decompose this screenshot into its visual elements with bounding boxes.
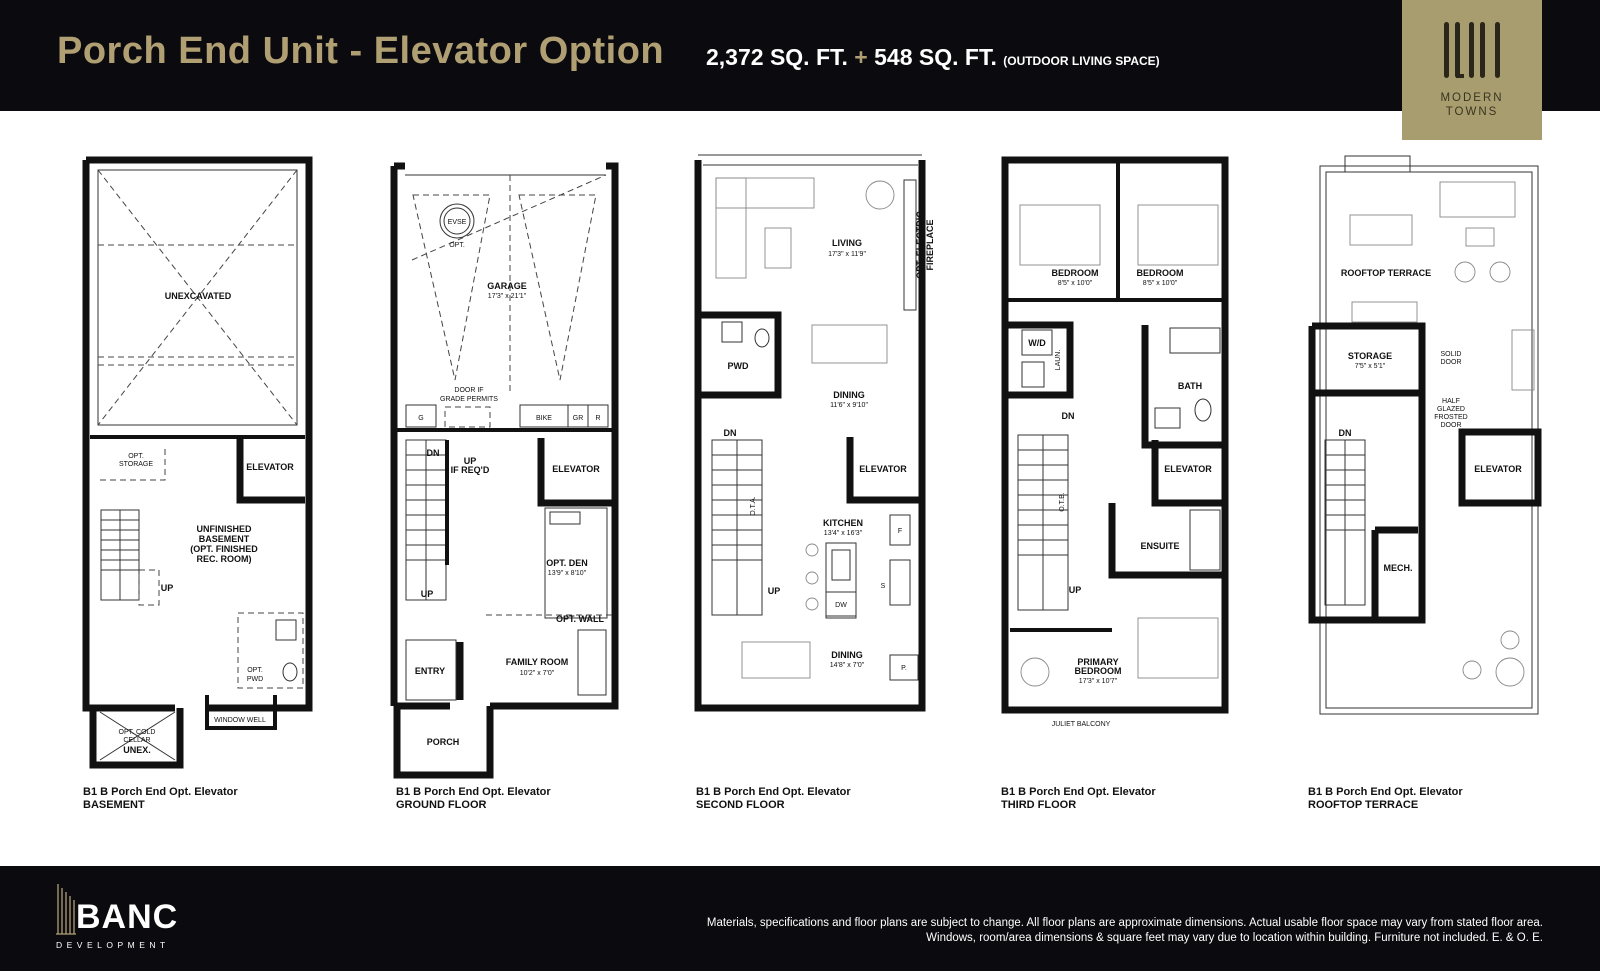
banc-logo	[56, 884, 216, 959]
label-bed1: BEDROOM	[1051, 268, 1099, 278]
label-primary-1: PRIMARY	[1077, 657, 1119, 667]
qui-logo	[1402, 0, 1542, 140]
label-up-ifreq-1: UP	[463, 456, 477, 466]
label-cold-2: CELLAR	[123, 737, 151, 744]
label-opt-storage-2: STORAGE	[118, 461, 154, 468]
third-stairs	[1018, 435, 1068, 610]
banc-subtitle: DEVELOPMENT	[56, 940, 170, 950]
label-solid-2: DOOR	[1440, 359, 1462, 366]
label-opt-den-dim: 13'9" x 8'10"	[547, 570, 587, 577]
caption-basement-floor: BASEMENT	[83, 799, 145, 811]
label-fireplace-1: OPT. ELECTRIC	[915, 211, 925, 279]
label-evse: EVSE	[447, 219, 467, 226]
label-dn-second: DN	[723, 428, 737, 438]
label-opt-pwd-1: OPT.	[247, 667, 263, 674]
basement-stairs	[101, 510, 159, 605]
caption-ground	[396, 786, 551, 812]
label-kitchen-dim: 13'4" x 16'3"	[823, 530, 863, 537]
label-otb: O.T.B.	[1059, 492, 1066, 512]
label-porch: PORCH	[426, 737, 460, 747]
label-half-3: FROSTED	[1434, 414, 1468, 421]
banc-logo-mark	[56, 884, 76, 940]
label-storage-dim: 7'5" x 5'1"	[1354, 363, 1386, 370]
caption-third-floor: THIRD FLOOR	[1001, 799, 1077, 811]
label-primary-dim: 17'3" x 10'7"	[1078, 678, 1118, 685]
label-f: F	[897, 528, 903, 535]
label-dining2: DINING	[831, 650, 863, 660]
second-stairs	[712, 440, 762, 615]
caption-third	[1001, 786, 1156, 812]
label-garage: GARAGE	[487, 281, 527, 291]
label-half-1: HALF	[1442, 398, 1460, 405]
caption-second	[696, 786, 851, 812]
label-up-third: UP	[1068, 585, 1082, 595]
rooftop-plan	[1312, 156, 1538, 714]
label-unfinished-2: BASEMENT	[198, 534, 250, 544]
caption-rooftop	[1308, 786, 1463, 812]
second-floor-plan	[698, 155, 935, 708]
label-unex: UNEX.	[123, 745, 151, 755]
label-laun: LAUN.	[1055, 349, 1062, 371]
outdoor-note: (OUTDOOR LIVING SPACE)	[1003, 54, 1160, 68]
label-bed2-dim: 8'5" x 10'0"	[1142, 280, 1178, 287]
label-dw: DW	[835, 602, 847, 609]
label-pwd: PWD	[727, 361, 749, 371]
label-unfinished-3: (OPT. FINISHED	[190, 544, 258, 554]
label-elevator-second: ELEVATOR	[859, 464, 907, 474]
label-ensuite: ENSUITE	[1140, 541, 1180, 551]
disclaimer-line-1: Materials, specifications and floor plans are subject to change. All floor plans are approximate dimensions. Actual usable floor space may vary from stated floor area.	[706, 917, 1543, 929]
caption-rooftop-floor: ROOFTOP TERRACE	[1308, 799, 1419, 811]
label-living: LIVING	[831, 238, 863, 248]
caption-rooftop-model: B1 B Porch End Opt. Elevator	[1308, 786, 1463, 798]
caption-basement	[83, 786, 238, 812]
disclaimer	[707, 916, 1543, 946]
label-primary-2: BEDROOM	[1074, 666, 1122, 676]
floor-plans	[0, 140, 1600, 780]
label-window-well: WINDOW WELL	[214, 717, 266, 724]
label-bike: BIKE	[536, 415, 552, 422]
label-door-2: GRADE PERMITS	[440, 396, 498, 403]
plus-sign: +	[854, 44, 868, 70]
main-area: 2,372 SQ. FT.	[706, 44, 848, 70]
label-living-dim: 17'3" x 11'9"	[828, 251, 866, 258]
qui-logo-mark	[1440, 18, 1504, 88]
outdoor-area: 548 SQ. FT.	[874, 44, 997, 70]
footer-bar	[0, 866, 1600, 971]
label-dining: DINING	[833, 390, 865, 400]
label-up-ifreq-2: IF REQ'D	[450, 465, 490, 475]
ground-floor-plan	[394, 166, 615, 775]
logo-modern: MODERN	[1440, 92, 1504, 104]
label-solid-1: SOLID	[1440, 351, 1462, 358]
ground-stairs	[406, 440, 447, 600]
label-bath: BATH	[1177, 381, 1203, 391]
label-opt-pwd-2: PWD	[246, 676, 264, 683]
header-bar	[0, 0, 1600, 111]
third-floor-plan	[1005, 160, 1225, 728]
square-footage	[706, 44, 1160, 71]
rooftop-stairs	[1325, 440, 1365, 605]
label-juliet: JULIET BALCONY	[1051, 721, 1111, 728]
caption-second-floor: SECOND FLOOR	[696, 799, 785, 811]
label-dining-dim: 11'6" x 9'10"	[830, 402, 868, 409]
label-cold-1: OPT. COLD	[118, 729, 156, 736]
label-gr: GR	[572, 415, 584, 422]
label-garage-dim: 17'3" x 21'1"	[487, 293, 527, 300]
label-ota: O.T.A.	[750, 496, 757, 516]
label-unfinished-4: REC. ROOM)	[196, 554, 252, 564]
caption-second-model: B1 B Porch End Opt. Elevator	[696, 786, 851, 798]
label-storage: STORAGE	[1347, 351, 1393, 361]
label-dn-third: DN	[1061, 411, 1075, 421]
label-elevator-rooftop: ELEVATOR	[1474, 464, 1522, 474]
label-r: R	[595, 415, 601, 422]
caption-basement-model: B1 B Porch End Opt. Elevator	[83, 786, 238, 798]
label-elevator-ground: ELEVATOR	[552, 464, 600, 474]
label-family: FAMILY ROOM	[505, 657, 569, 667]
label-unfinished-1: UNFINISHED	[196, 524, 252, 534]
caption-ground-floor: GROUND FLOOR	[396, 799, 487, 811]
label-dn-ground: DN	[426, 448, 440, 458]
label-up-second: UP	[767, 586, 781, 596]
page-title: Porch End Unit - Elevator Option	[57, 30, 665, 72]
label-fireplace-2: FIREPLACE	[925, 219, 935, 271]
label-half-2: GLAZED	[1436, 406, 1466, 413]
label-opt-storage-1: OPT.	[128, 453, 144, 460]
label-mech: MECH.	[1383, 563, 1413, 573]
label-g: G	[418, 415, 424, 422]
label-s: S	[880, 583, 886, 590]
label-bed2: BEDROOM	[1136, 268, 1184, 278]
banc-wordmark: BANC	[76, 898, 179, 936]
label-wd: W/D	[1028, 338, 1046, 348]
label-unexcavated: UNEXCAVATED	[164, 291, 232, 301]
caption-third-model: B1 B Porch End Opt. Elevator	[1001, 786, 1156, 798]
label-opt-den: OPT. DEN	[546, 558, 588, 568]
label-dining2-dim: 14'8" x 7'0"	[829, 662, 865, 669]
disclaimer-line-2: Windows, room/area dimensions & square feet may vary due to location within building. Furniture not included. E. & O. E.	[926, 932, 1543, 944]
label-up-ground: UP	[420, 589, 434, 599]
label-kitchen: KITCHEN	[823, 518, 863, 528]
label-terrace: ROOFTOP TERRACE	[1340, 268, 1432, 278]
label-evse-opt: OPT.	[449, 242, 465, 249]
basement-plan	[86, 160, 309, 765]
label-door-1: DOOR IF	[454, 387, 484, 394]
label-half-4: DOOR	[1440, 422, 1462, 429]
label-dn-rooftop: DN	[1338, 428, 1352, 438]
label-p: P.	[901, 665, 907, 672]
label-family-dim: 10'2" x 7'0"	[519, 670, 555, 677]
label-opt-wall: OPT. WALL	[556, 614, 604, 624]
label-entry: ENTRY	[414, 666, 446, 676]
label-bed1-dim: 8'5" x 10'0"	[1057, 280, 1093, 287]
logo-towns: TOWNS	[1445, 106, 1499, 118]
caption-ground-model: B1 B Porch End Opt. Elevator	[396, 786, 551, 798]
label-elevator-basement: ELEVATOR	[246, 462, 294, 472]
label-up-basement: UP	[160, 583, 174, 593]
label-elevator-third: ELEVATOR	[1164, 464, 1212, 474]
